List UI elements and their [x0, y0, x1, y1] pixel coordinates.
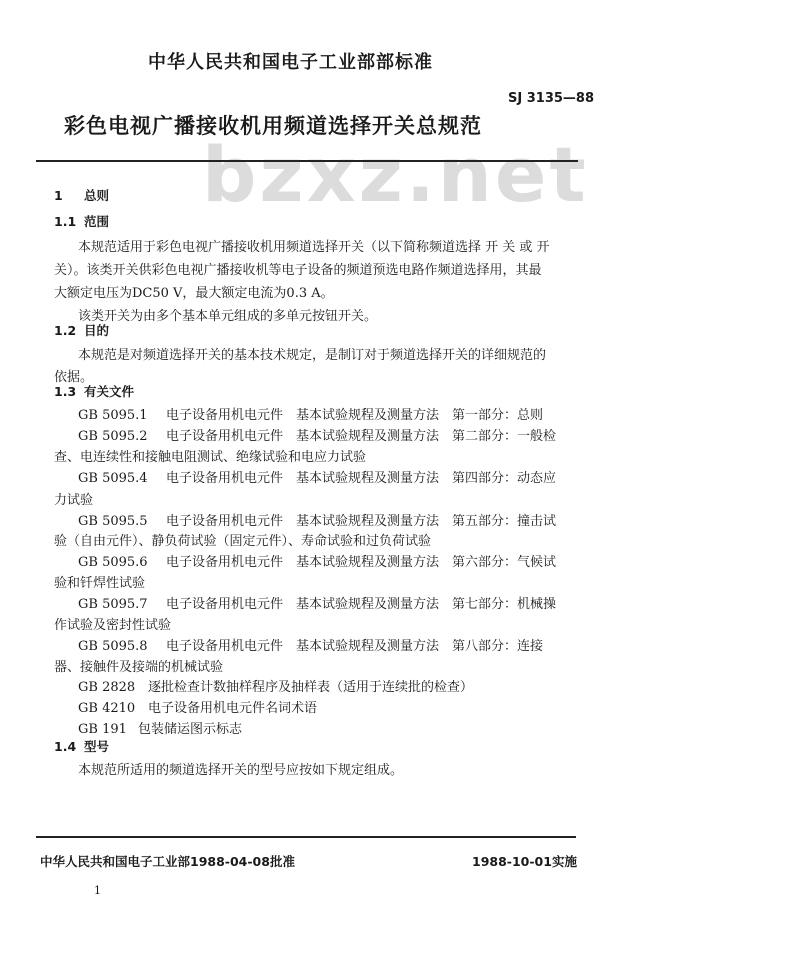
purpose-line-1: 本规范是对频道选择开关的基本技术规定，是制订对于频道选择开关的详细规范的 [78, 348, 547, 363]
section-title: 范围 [84, 214, 110, 229]
page-number: 1 [94, 884, 101, 897]
scope-line-4: 该类开关为由多个基本单元组成的多单元按钮开关。 [78, 309, 378, 324]
section-number: 1.4 [54, 739, 77, 754]
purpose-line-2: 依据。 [54, 370, 94, 385]
reference-code: GB 5095.4 [78, 471, 148, 486]
section-1-2-heading [54, 321, 109, 339]
reference-gb5095-5 [78, 510, 556, 529]
reference-gb5095-1 [78, 404, 543, 423]
reference-code: GB 5095.5 [78, 514, 148, 529]
scope-line-1: 本规范适用于彩色电视广播接收机用频道选择开关（以下简称频道选择 开 关 或 开 [78, 240, 550, 255]
section-1-heading [54, 186, 109, 204]
section-title: 总则 [84, 188, 110, 203]
reference-continuation: 验（自由元件）、静负荷试验（固定元件）、寿命试验和过负荷试验 [54, 534, 432, 549]
reference-title: 包装储运图示标志 [138, 722, 243, 737]
reference-gb5095-7 [78, 593, 556, 612]
reference-title: 电子设备用机电元件 基本试验规程及测量方法 第六部分：气候试 [166, 555, 557, 570]
reference-title: 电子设备用机电元件 基本试验规程及测量方法 第八部分：连接 [166, 639, 544, 654]
reference-gb5095-6 [78, 551, 556, 570]
reference-continuation: 作试验及密封性试验 [54, 618, 172, 633]
reference-title: 电子设备用机电元件 基本试验规程及测量方法 第二部分：一般检 [166, 429, 557, 444]
reference-continuation: 查、电连续性和接触电阻测试、绝缘试验和电应力试验 [54, 450, 367, 465]
reference-gb5095-2 [78, 425, 556, 444]
header-rule [36, 160, 578, 162]
effective-date: 1988-10-01实施 [472, 854, 577, 869]
reference-title: 电子设备用机电元件 基本试验规程及测量方法 第五部分：撞击试 [166, 514, 557, 529]
section-number: 1.1 [54, 214, 77, 229]
section-title: 有关文件 [84, 384, 135, 399]
reference-code: GB 5095.6 [78, 555, 148, 570]
reference-title: 电子设备用机电元件 基本试验规程及测量方法 第四部分：动态应 [166, 471, 557, 486]
model-line-1: 本规范所适用的频道选择开关的型号应按如下规定组成。 [78, 763, 404, 778]
reference-title: 逐批检查计数抽样程序及抽样表（适用于连续批的检查） [148, 680, 474, 695]
standard-code: SJ 3135—88 [508, 91, 594, 106]
reference-continuation: 器、接触件及接端的机械试验 [54, 660, 224, 675]
watermark: bzxz.net [202, 130, 589, 219]
section-number: 1 [54, 188, 63, 203]
document-title: 彩色电视广播接收机用频道选择开关总规范 [64, 114, 482, 138]
reference-gb5095-4 [78, 467, 556, 486]
reference-code: GB 191 [78, 722, 127, 737]
reference-continuation: 验和钎焊性试验 [54, 576, 146, 591]
section-1-4-heading [54, 737, 109, 755]
reference-title: 电子设备用机电元件名词术语 [148, 701, 318, 716]
reference-code: GB 5095.8 [78, 639, 148, 654]
reference-code: GB 5095.2 [78, 429, 148, 444]
reference-code: GB 2828 [78, 680, 136, 695]
section-1-3-heading [54, 382, 134, 400]
reference-title: 电子设备用机电元件 基本试验规程及测量方法 第七部分：机械操 [166, 597, 557, 612]
reference-gb2828 [78, 676, 473, 695]
approval-line: 中华人民共和国电子工业部1988-04-08批准 [40, 854, 295, 869]
section-number: 1.3 [54, 384, 77, 399]
footer-rule [36, 836, 576, 838]
reference-continuation: 力试验 [54, 493, 94, 508]
section-number: 1.2 [54, 323, 77, 338]
scope-line-3: 大额定电压为DC50 V，最大额定电流为0.3 A。 [54, 286, 334, 301]
reference-gb4210 [78, 697, 317, 716]
scope-line-2: 关）。该类开关供彩色电视广播接收机等电子设备的频道预选电路作频道选择用，其最 [54, 263, 542, 278]
section-title: 型号 [84, 739, 110, 754]
section-1-1-heading [54, 212, 109, 230]
reference-code: GB 5095.1 [78, 408, 148, 423]
reference-gb191 [78, 718, 242, 737]
reference-code: GB 5095.7 [78, 597, 148, 612]
issuing-organization: 中华人民共和国电子工业部部标准 [148, 52, 433, 73]
reference-code: GB 4210 [78, 701, 136, 716]
reference-gb5095-8 [78, 635, 543, 654]
reference-title: 电子设备用机电元件 基本试验规程及测量方法 第一部分：总则 [166, 408, 544, 423]
section-title: 目的 [84, 323, 110, 338]
